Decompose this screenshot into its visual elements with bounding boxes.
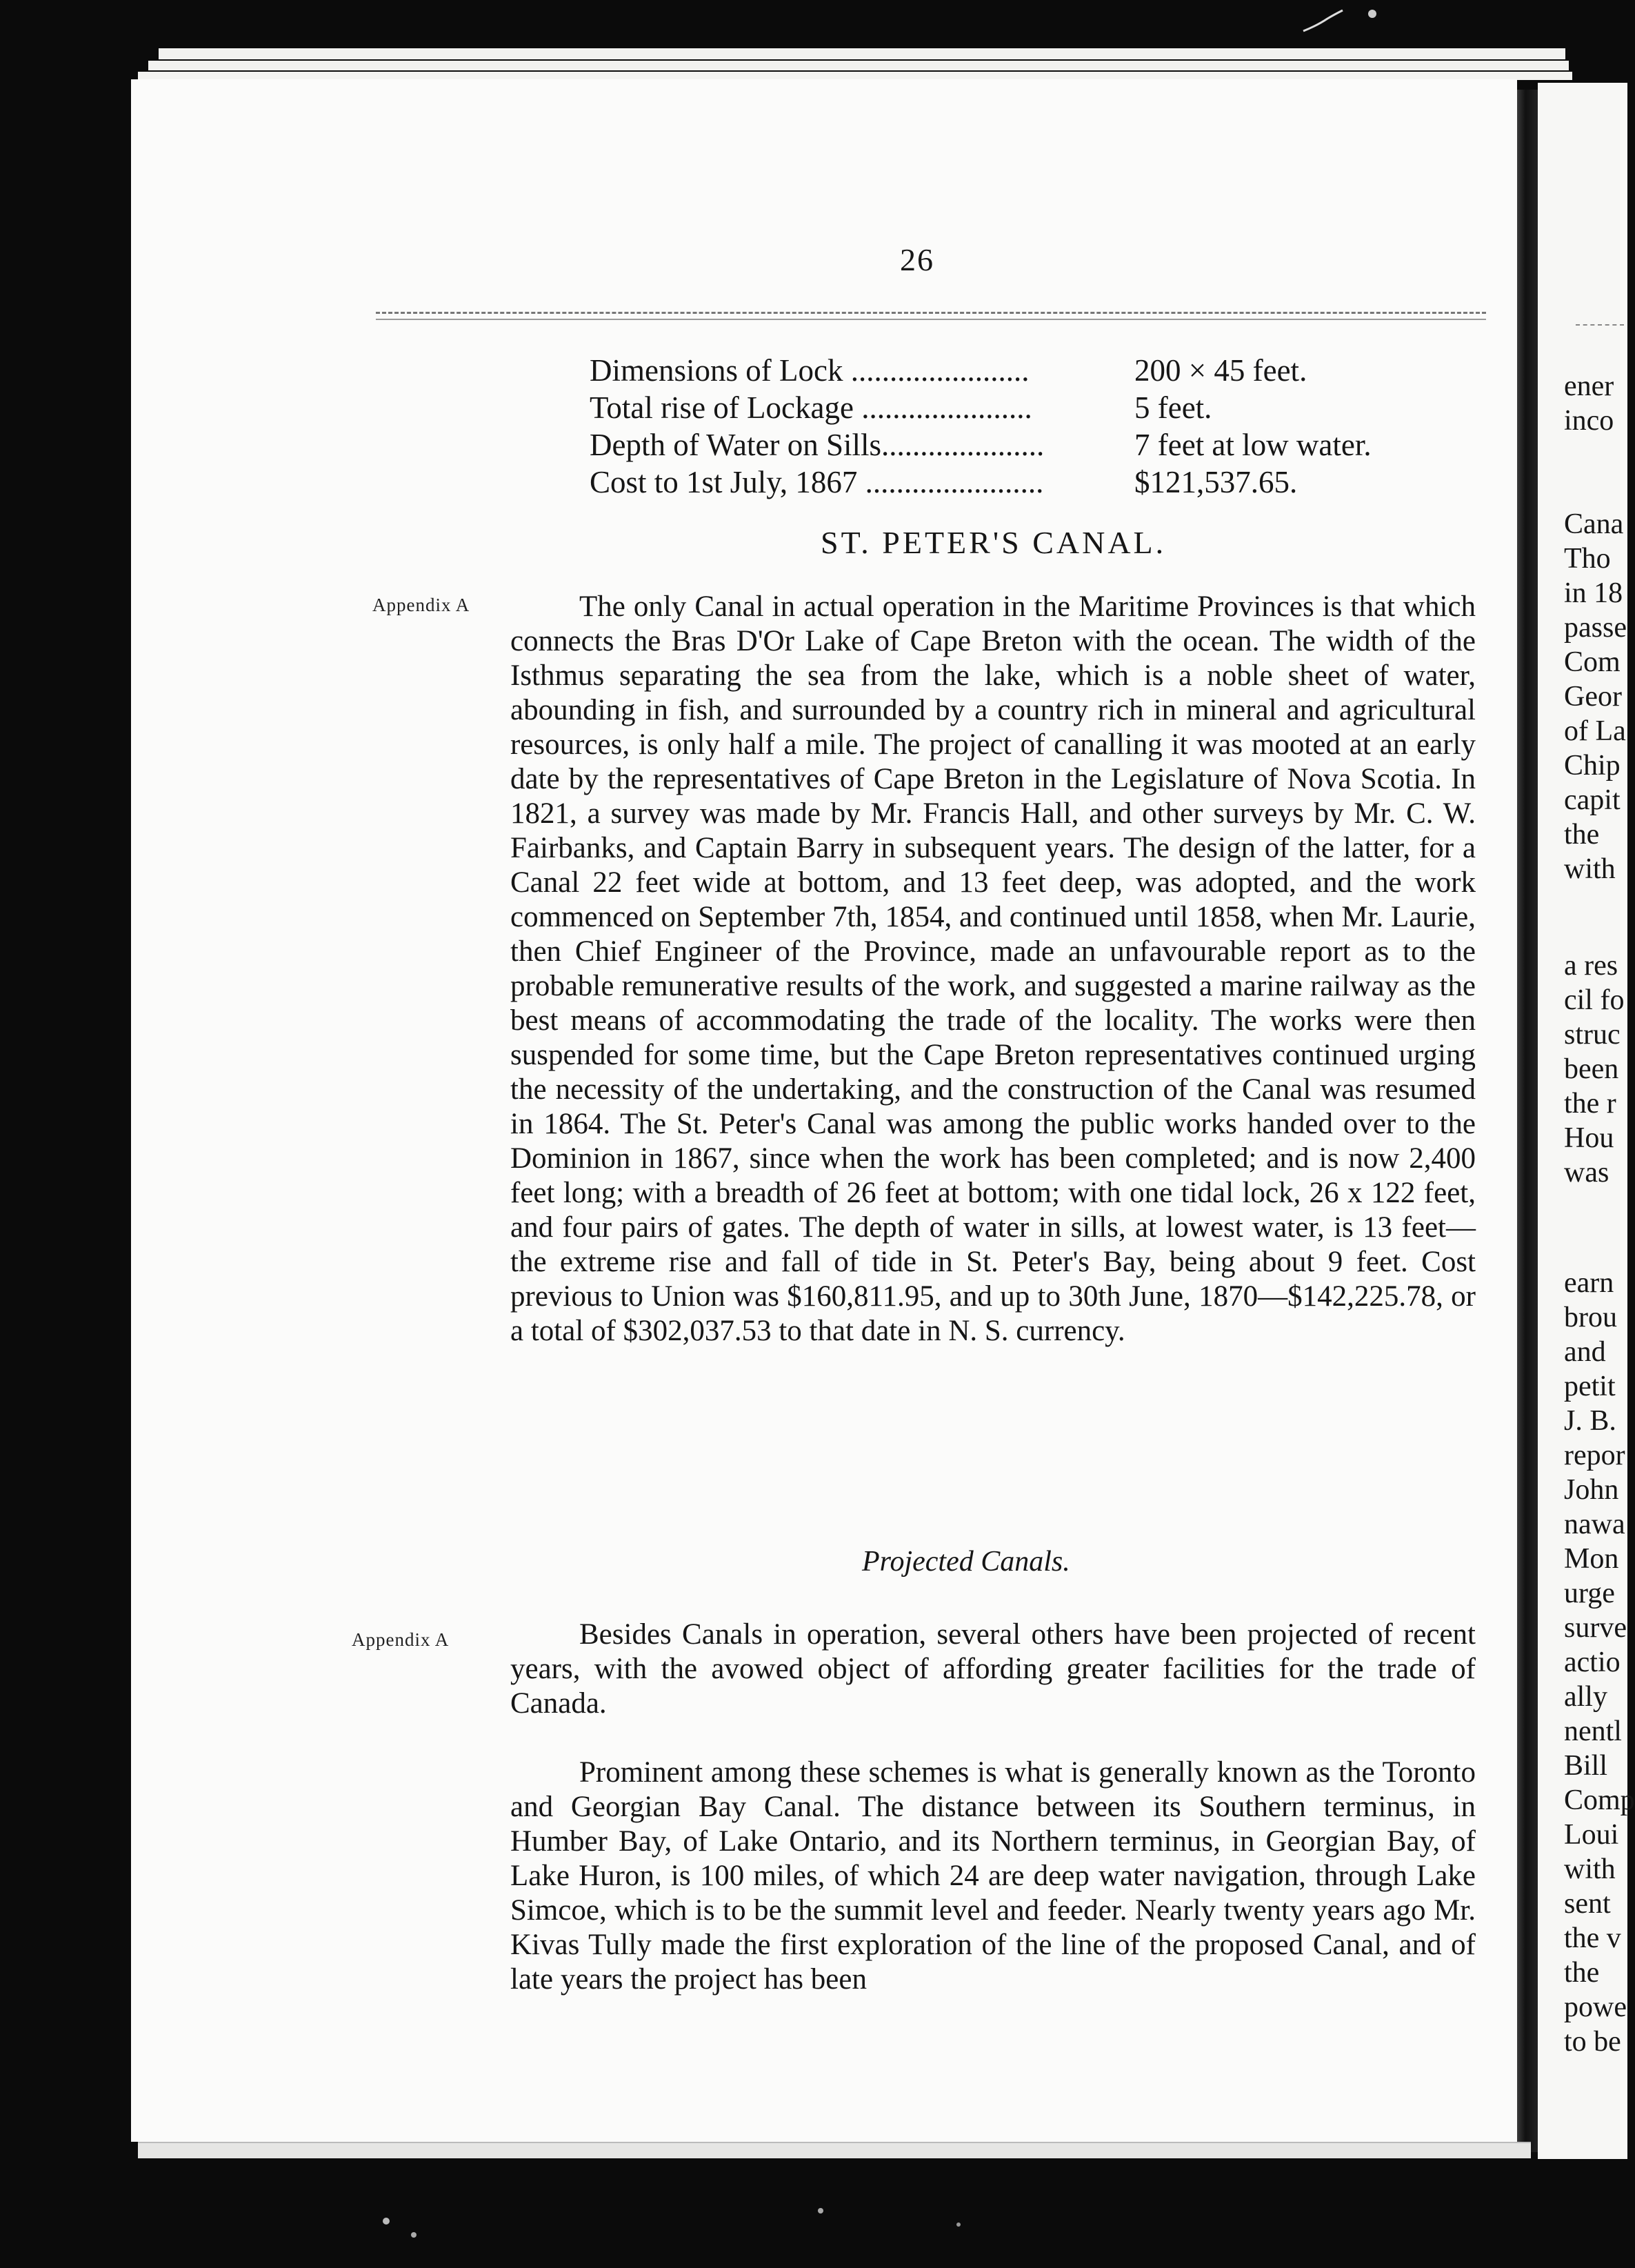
facing-page-line: powe: [1564, 1991, 1627, 2023]
facing-page-line: cil fo: [1564, 984, 1625, 1016]
section-title: ST. PETER'S CANAL.: [821, 525, 1167, 560]
facing-page-line: urge: [1564, 1578, 1615, 1609]
page-number: 26: [900, 242, 934, 277]
scan-speck: [1368, 10, 1376, 18]
facing-page-line: passe: [1564, 612, 1627, 644]
facing-page-line: petit: [1564, 1371, 1616, 1402]
facing-page-line: brou: [1564, 1302, 1617, 1333]
row-value: 200 × 45 feet.: [1134, 353, 1307, 388]
facing-page-line: J. B.: [1564, 1405, 1616, 1437]
facing-page-line: inco: [1564, 405, 1614, 437]
row-label: Total rise of Lockage ......................: [590, 390, 1032, 425]
facing-page-line: Comp: [1564, 1784, 1635, 1816]
facing-page-line: in 18: [1564, 577, 1623, 609]
facing-page-line: with: [1564, 853, 1616, 885]
facing-page-line: sent: [1564, 1888, 1611, 1920]
facing-page-rule: [1576, 324, 1624, 326]
facing-page-line: Cana: [1564, 508, 1624, 540]
facing-page-line: the: [1564, 1957, 1600, 1989]
page-edge-bottom: [138, 2142, 1531, 2158]
facing-page-line: struc: [1564, 1019, 1621, 1051]
scan-speck: [383, 2218, 390, 2225]
facing-page-line: actio: [1564, 1647, 1621, 1678]
facing-page-line: was: [1564, 1157, 1609, 1188]
facing-page-line: of La: [1564, 715, 1626, 747]
facing-page-line: ener: [1564, 370, 1614, 402]
facing-page-line: Com: [1564, 646, 1621, 678]
row-label: Depth of Water on Sills.....................: [590, 428, 1045, 462]
facing-page-line: the v: [1564, 1922, 1621, 1954]
scan-scratch: [1303, 10, 1343, 31]
facing-page-line: Tho: [1564, 543, 1611, 575]
facing-page-line: Hou: [1564, 1122, 1614, 1154]
row-label: Dimensions of Lock .......................: [590, 353, 1030, 388]
scan-speck: [411, 2232, 417, 2238]
facing-page-line: nawa: [1564, 1509, 1625, 1540]
margin-note: Appendix A: [352, 1629, 450, 1650]
paragraph-toronto-georgian-bay: Prominent among these schemes is what is generally known as the Toronto and Georgian Bay Canal. The distance between its Southern terminus, in Humber Bay, of Lake Ontario, and its Northern terminus, in Georgian Bay, of Lake Huron, is 100 miles, of which 24 are deep water navigation, through Lake Simcoe, which is to be the summit level and feeder. Nearly twenty years ago Mr. Kivas Tully made the first exploration of the line of the proposed Canal, and of late years the project has been: [510, 1756, 1476, 1996]
facing-page-line: capit: [1564, 784, 1621, 816]
page-edge-top: [148, 61, 1569, 70]
row-value: $121,537.65.: [1134, 465, 1298, 499]
facing-page-line: Chip: [1564, 750, 1621, 782]
scan-speck: [956, 2222, 961, 2227]
facing-page-line: ally: [1564, 1681, 1607, 1713]
subsection-title: Projected Canals.: [862, 1546, 1070, 1578]
page-edge-top: [159, 48, 1565, 59]
row-label: Cost to 1st July, 1867 .......................: [590, 465, 1044, 499]
facing-page-line: Bill: [1564, 1750, 1608, 1782]
margin-note: Appendix A: [372, 595, 470, 615]
paragraph-projected-canals: Besides Canals in operation, several others have been projected of recent years, with the avowed object of affording greater facilities for the trade of Canada.: [510, 1618, 1476, 1720]
facing-page-line: Geor: [1564, 681, 1622, 713]
facing-page-line: a res: [1564, 950, 1618, 982]
facing-page-line: surve: [1564, 1612, 1627, 1644]
facing-page-line: Loui: [1564, 1819, 1619, 1851]
facing-page-line: John: [1564, 1474, 1619, 1506]
header-rule: [376, 319, 1486, 320]
book-gutter: [1517, 90, 1538, 2152]
header-rule: [376, 312, 1486, 314]
scan-speck: [818, 2208, 823, 2214]
facing-page-line: Mon: [1564, 1543, 1619, 1575]
facing-page-line: been: [1564, 1053, 1619, 1085]
facing-page-line: earn: [1564, 1267, 1614, 1299]
facing-page-line: with: [1564, 1853, 1616, 1885]
facing-page-line: to be: [1564, 2026, 1621, 2058]
facing-page-line: the: [1564, 819, 1600, 850]
facing-page-line: and: [1564, 1336, 1606, 1368]
facing-page-line: nentl: [1564, 1715, 1622, 1747]
row-value: 5 feet.: [1134, 390, 1212, 425]
row-value: 7 feet at low water.: [1134, 428, 1372, 462]
facing-page-line: repor: [1564, 1440, 1625, 1471]
facing-page-line: the r: [1564, 1088, 1616, 1120]
paragraph-st-peters: The only Canal in actual operation in the Maritime Provinces is that which connects the Bras D'Or Lake of Cape Breton with the ocean. The width of the Isthmus separating the sea from the lake, which is a noble sheet of water, abounding in fish, and surrounded by a country rich in mineral and agricultural resources, is only half a mile. The project of canalling it was mooted at an early date by the representatives of Cape Breton in the Legislature of Nova Scotia. In 1821, a survey was made by Mr. Francis Hall, and other surveys by Mr. C. W. Fairbanks, and Captain Barry in subsequent years. The design of the latter, for a Canal 22 feet wide at bottom, and 13 feet deep, was adopted, and the work commenced on September 7th, 1854, and continued until 1858, when Mr. Laurie, then Chief Engineer of the Province, made an unfavourable report as to the probable remunerative results of the work, and suggested a marine railway as the best means of accommodating the trade of the locality. The works were then suspended for some time, but the Cape Breton representatives continued urging the necessity of the undertaking, and the construction of the Canal was resumed in 1864. The St. Peter's Canal was among the public works handed over to the Dominion in 1867, since when the work has been completed; and is now 2,400 feet long; with a breadth of 26 feet at bottom; with one tidal lock, 26 x 122 feet, and four pairs of gates. The depth of water in sills, at lowest water, is 13 feet—the extreme rise and fall of tide in St. Peter's Bay, being about 9 feet. Cost previous to Union was $160,811.95, and up to 30th June, 1870—$142,225.78, or a total of $302,037.53 to that date in N. S. currency.: [510, 590, 1476, 1347]
